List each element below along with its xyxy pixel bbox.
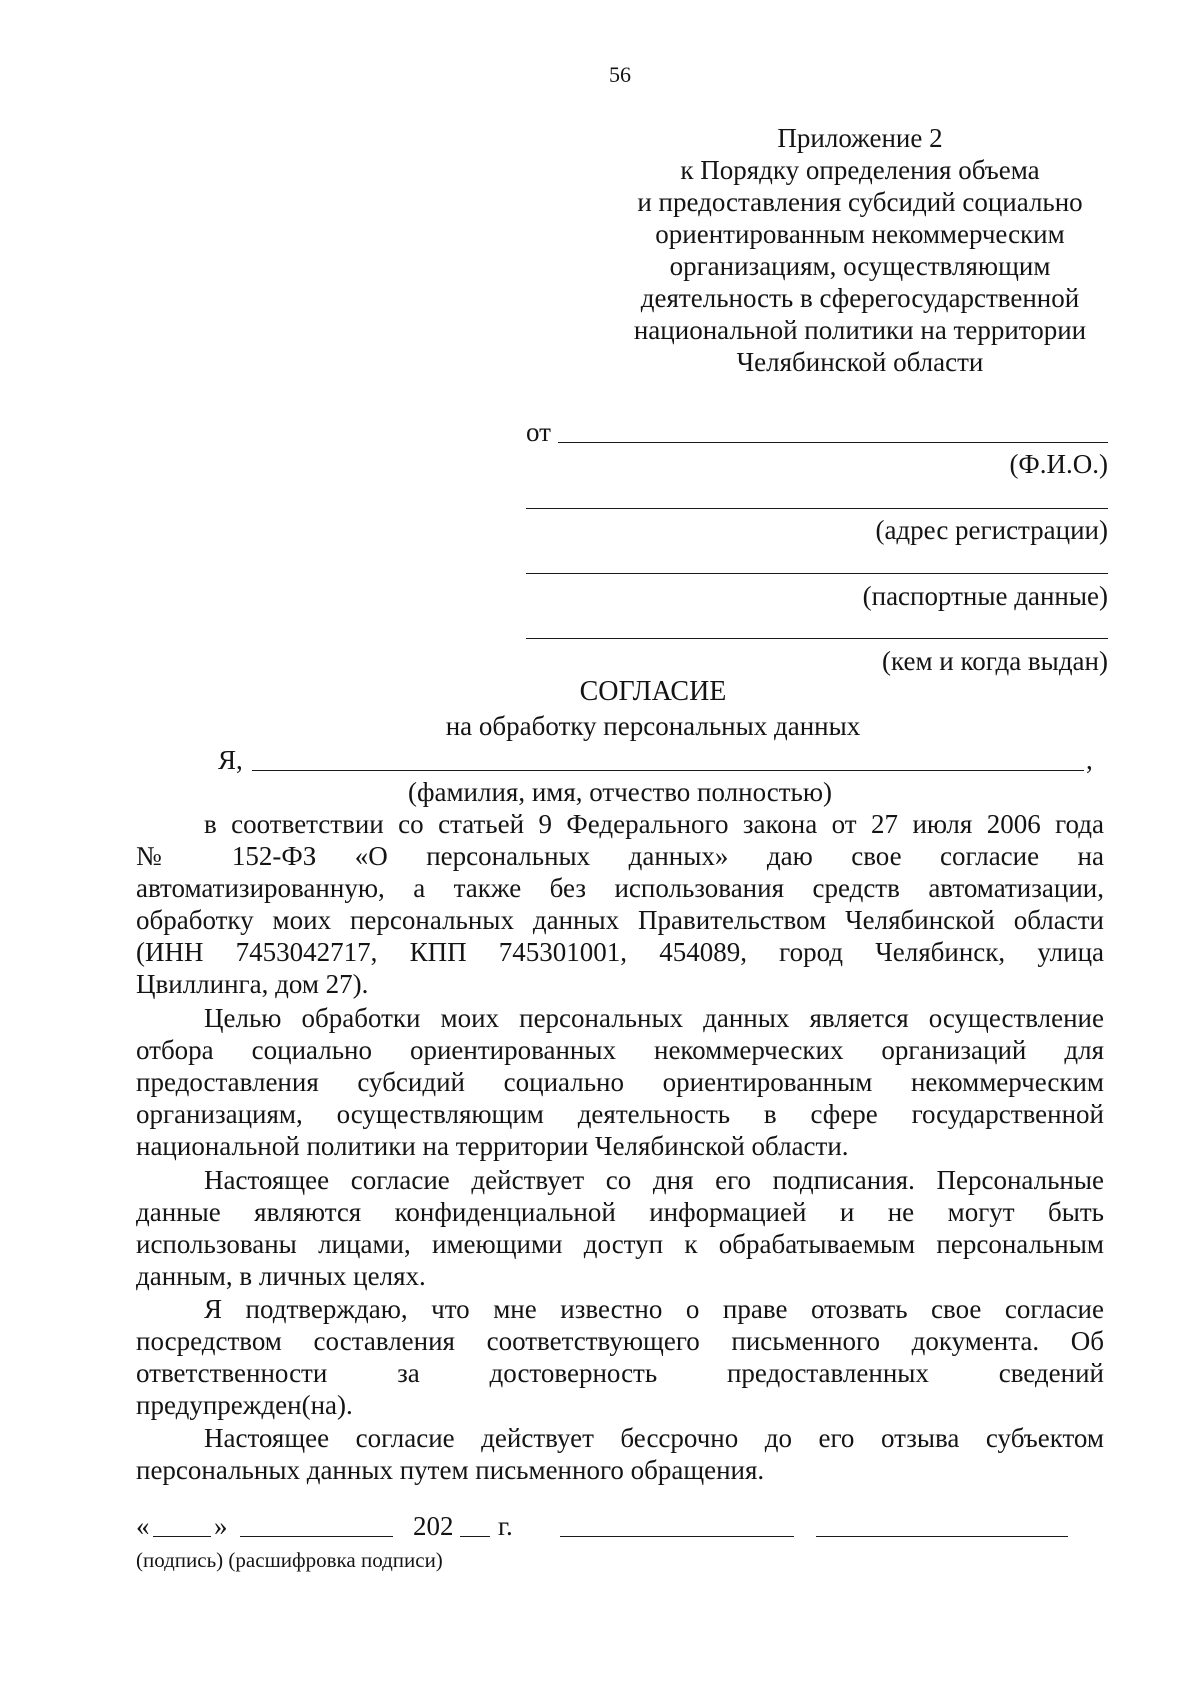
issued-caption: (кем и когда выдан): [882, 646, 1108, 676]
year-suffix: г.: [498, 1511, 513, 1541]
appendix-header: [610, 122, 1110, 378]
appendix-line: национальной политики на территории: [633, 315, 1087, 345]
name-caption: (фамилия, имя, отчество полностью): [407, 777, 833, 807]
year-prefix: 202: [413, 1511, 454, 1541]
address-caption: (адрес регистрации): [875, 515, 1108, 545]
text-line: использованы лицами, имеющими доступ к обрабатываемым персональным: [136, 1229, 1104, 1259]
from-label: от: [526, 417, 551, 447]
text-line: данные являются конфиденциальной информацией и не могут быть: [136, 1197, 1104, 1227]
appendix-line: деятельность в сферегосударственной: [640, 283, 1080, 313]
document-subtitle: на обработку персональных данных: [445, 711, 861, 741]
text-line: Целью обработки моих персональных данных является осуществление: [204, 1003, 1104, 1033]
text-line: персональных данных путем письменного обращения.: [136, 1455, 765, 1485]
passport-caption: (паспортные данные): [862, 581, 1108, 611]
page-number: 56: [609, 62, 631, 87]
address-line[interactable]: [526, 508, 1108, 509]
text-line: в соответствии со статьей 9 Федерального закона от 27 июля 2006 года: [204, 809, 1104, 839]
signature-caption: (подпись) (расшифровка подписи): [136, 1548, 443, 1572]
text-line: посредством составления соответствующего письменного документа. Об: [136, 1326, 1104, 1356]
appendix-line: Приложение 2: [777, 123, 943, 153]
month-field[interactable]: [240, 1536, 393, 1537]
i-label: Я,: [218, 745, 243, 775]
text-line: Настоящее согласие действует бессрочно до его отзыва субъектом: [204, 1423, 1104, 1453]
text-line: Я подтверждаю, что мне известно о праве отозвать свое согласие: [204, 1294, 1104, 1324]
appendix-line: организациям, осуществляющим: [669, 251, 1051, 281]
text-line: обработку моих персональных данных Правительством Челябинской области: [136, 905, 1104, 935]
fio-line[interactable]: [558, 442, 1108, 443]
text-line: автоматизированную, а также без использования средств автоматизации,: [136, 873, 1104, 903]
appendix-line: к Порядку определения объема: [680, 155, 1040, 185]
consent-paragraph-3: [136, 1164, 1104, 1292]
text-line: данным, в личных целях.: [136, 1261, 426, 1291]
consent-paragraph-4: [136, 1293, 1104, 1421]
fio-caption: (Ф.И.О.): [1009, 449, 1108, 479]
text-line: № 152-ФЗ «О персональных данных» даю свое согласие на: [136, 841, 1104, 871]
text-line: организациям, осуществляющим деятельность в сфере государственной: [136, 1099, 1104, 1129]
text-line: национальной политики на территории Челябинской области.: [136, 1131, 849, 1161]
text-line: Настоящее согласие действует со дня его подписания. Персональные: [204, 1165, 1104, 1195]
document-title: СОГЛАСИЕ: [579, 676, 727, 707]
quote-close: »: [214, 1511, 228, 1541]
full-name-line[interactable]: [252, 770, 1084, 771]
name-comma: ,: [1086, 745, 1093, 775]
text-line: предупрежден(на).: [136, 1390, 353, 1420]
appendix-line: Челябинской области: [736, 347, 984, 377]
consent-paragraph-1: [136, 808, 1104, 1000]
appendix-line: ориентированным некоммерческим: [655, 219, 1065, 249]
issued-line[interactable]: [526, 638, 1108, 639]
year-field[interactable]: [460, 1536, 490, 1537]
consent-paragraph-5: [136, 1422, 1104, 1486]
text-line: ответственности за достоверность предоставленных сведений: [136, 1358, 1104, 1388]
text-line: предоставления субсидий социально ориентированным некоммерческим: [136, 1067, 1104, 1097]
signature-transcript-field[interactable]: [816, 1536, 1068, 1537]
consent-paragraph-2: [136, 1002, 1104, 1162]
text-line: отбора социально ориентированных некоммерческих организаций для: [136, 1035, 1104, 1065]
quote-open: «: [136, 1511, 150, 1541]
text-line: (ИНН 7453042717, КПП 745301001, 454089, город Челябинск, улица: [136, 937, 1104, 967]
signature-field[interactable]: [560, 1536, 794, 1537]
day-field[interactable]: [153, 1536, 211, 1537]
appendix-line: и предоставления субсидий социально: [637, 187, 1083, 217]
text-line: Цвиллинга, дом 27).: [136, 969, 369, 999]
passport-line[interactable]: [526, 573, 1108, 574]
